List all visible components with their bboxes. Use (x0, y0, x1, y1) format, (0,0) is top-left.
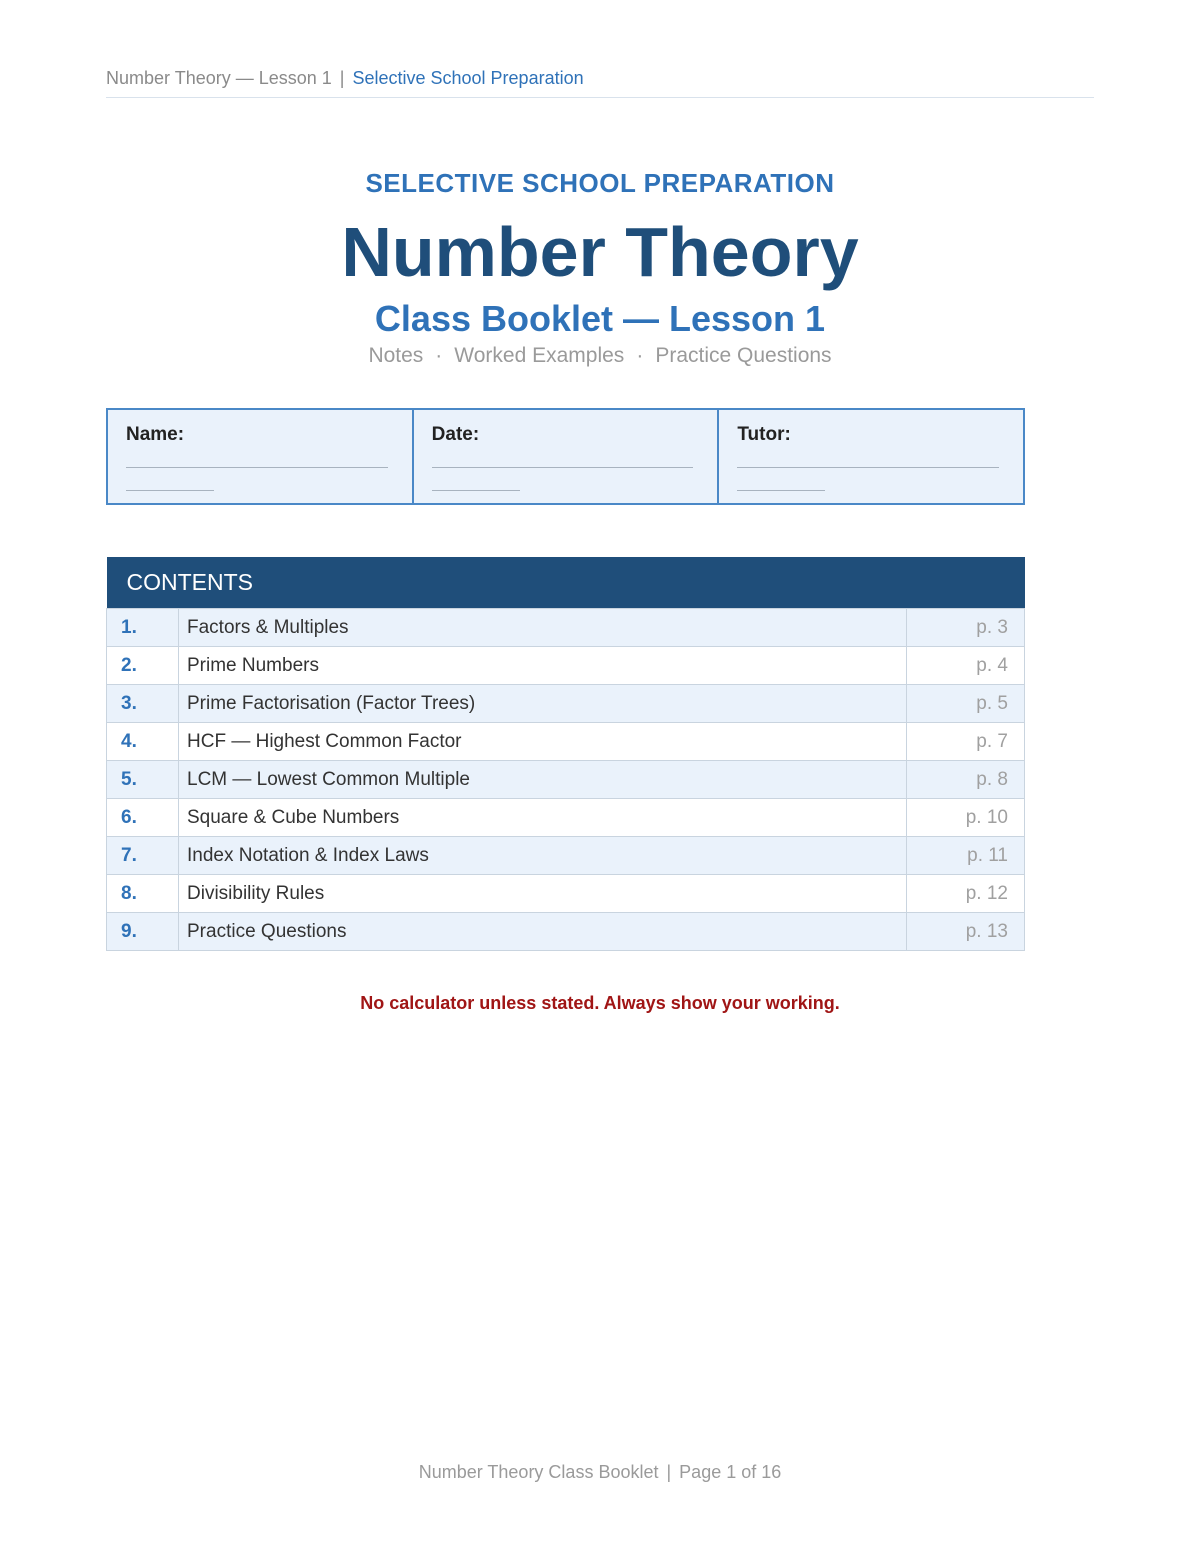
contents-row-number: 9. (107, 913, 179, 951)
contents-row-title: Index Notation & Index Laws (179, 837, 907, 875)
contents-row-page: p. 8 (907, 761, 1025, 799)
contents-row (107, 761, 1025, 799)
contents-row-number: 1. (107, 609, 179, 647)
contents-row-title: Prime Factorisation (Factor Trees) (179, 685, 907, 723)
contents-row-number: 6. (107, 799, 179, 837)
contents-row-title: Practice Questions (179, 913, 907, 951)
footer-page-number: Page 1 of 16 (679, 1462, 782, 1482)
student-info-box (106, 408, 1025, 505)
footer-separator: | (666, 1462, 672, 1482)
tagline-item: Notes (368, 344, 424, 367)
date-field[interactable] (412, 410, 718, 503)
contents-header-row (107, 557, 1025, 609)
contents-row-page: p. 3 (907, 609, 1025, 647)
contents-row-page: p. 4 (907, 647, 1025, 685)
date-write-line (432, 467, 694, 468)
tutor-write-line-short (737, 490, 825, 491)
contents-row-title: Divisibility Rules (179, 875, 907, 913)
contents-row (107, 723, 1025, 761)
tagline-separator: · (435, 344, 443, 367)
contents-row (107, 799, 1025, 837)
page-footer (0, 1462, 1200, 1483)
tutor-write-line (737, 467, 999, 468)
contents-row (107, 913, 1025, 951)
contents-table (106, 557, 1025, 951)
contents-row-title: LCM — Lowest Common Multiple (179, 761, 907, 799)
date-write-line-short (432, 490, 520, 491)
contents-row-page: p. 7 (907, 723, 1025, 761)
contents-row-page: p. 10 (907, 799, 1025, 837)
running-header (106, 68, 1094, 98)
footer-booklet-name: Number Theory Class Booklet (418, 1462, 659, 1482)
contents-row (107, 875, 1025, 913)
contents-row-number: 7. (107, 837, 179, 875)
name-label: Name: (126, 424, 185, 445)
contents-row-page: p. 11 (907, 837, 1025, 875)
contents-row-title: HCF — Highest Common Factor (179, 723, 907, 761)
contents-row-number: 5. (107, 761, 179, 799)
contents-row (107, 837, 1025, 875)
calculator-notice: No calculator unless stated. Always show your working. (360, 993, 840, 1013)
contents-row-page: p. 5 (907, 685, 1025, 723)
contents-row (107, 647, 1025, 685)
contents-row-title: Square & Cube Numbers (179, 799, 907, 837)
tagline-item: Practice Questions (655, 344, 832, 367)
contents-row-page: p. 12 (907, 875, 1025, 913)
date-label: Date: (431, 424, 480, 445)
page-subtitle: Class Booklet — Lesson 1 (374, 298, 826, 339)
page-title: Number Theory (341, 213, 859, 291)
contents-heading: CONTENTS (107, 557, 1025, 609)
header-lesson: Number Theory — Lesson 1 (106, 68, 332, 88)
contents-row-number: 2. (107, 647, 179, 685)
tutor-label: Tutor: (737, 424, 791, 445)
tagline-item: Worked Examples (454, 344, 625, 367)
contents-row-title: Prime Numbers (179, 647, 907, 685)
contents-row-page: p. 13 (907, 913, 1025, 951)
cover-kicker: SELECTIVE SCHOOL PREPARATION (365, 168, 835, 198)
contents-row-title: Factors & Multiples (179, 609, 907, 647)
name-write-line (126, 467, 388, 468)
tutor-field[interactable] (717, 410, 1023, 503)
name-write-line-short (126, 490, 214, 491)
contents-row-number: 8. (107, 875, 179, 913)
header-series: Selective School Preparation (352, 68, 584, 88)
contents-row (107, 609, 1025, 647)
tagline-separator: · (636, 344, 644, 367)
cover-tagline (0, 344, 1200, 368)
contents-row-number: 4. (107, 723, 179, 761)
name-field[interactable] (108, 410, 412, 503)
contents-row-number: 3. (107, 685, 179, 723)
contents-row (107, 685, 1025, 723)
header-separator: | (339, 68, 345, 88)
